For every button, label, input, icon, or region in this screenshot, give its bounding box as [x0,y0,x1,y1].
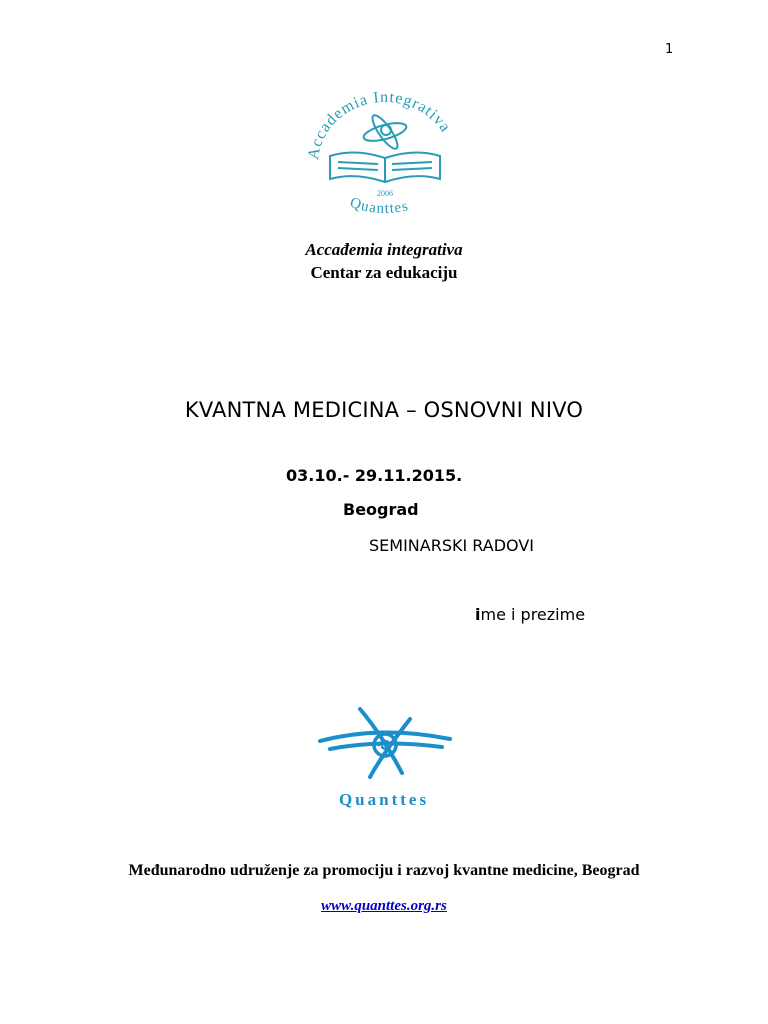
book-icon [330,152,440,182]
logo-year: 2006 [377,189,393,198]
atom-icon [362,112,408,152]
name-line [475,605,585,624]
academia-logo [300,84,470,234]
name-initial: i [475,605,481,624]
seminar-title: SEMINARSKI RADOVI [369,536,534,555]
quanttes-atom-icon [312,705,457,795]
org-subtitle: Centar za edukaciju [310,263,458,282]
name-rest: me i prezime [480,605,586,624]
logo-ring-text-bottom: Quanttes [347,194,411,218]
brand-name: Quanttes [338,790,430,809]
logo-ring-text-top: Accademia Integrativa [305,88,455,161]
course-city: Beograd [343,500,419,519]
page-number: 1 [665,42,674,57]
org-name: Accađemia integrativa [305,240,463,259]
website-link[interactable]: www.quanttes.org.rs [321,898,447,914]
course-dates: 03.10.- 29.11.2015. [286,466,463,485]
association-name: Međunarodno udruženje za promociju i razvoj kvantne medicine, Beograd [128,862,640,879]
course-title: KVANTNA MEDICINA – OSNOVNI NIVO [184,398,584,422]
